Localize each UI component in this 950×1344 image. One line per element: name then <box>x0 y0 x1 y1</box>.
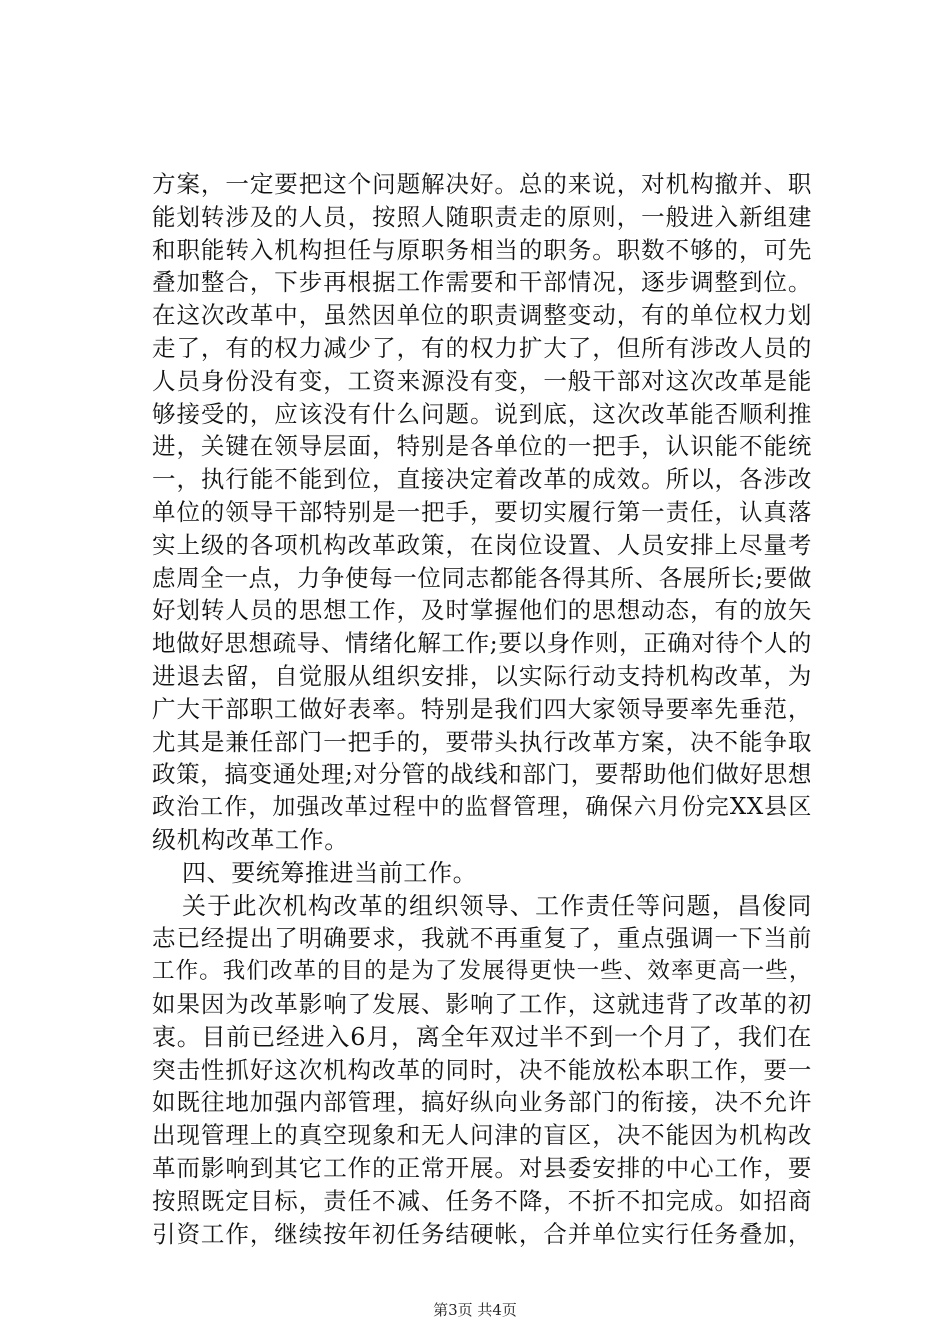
text-line: 政策，搞变通处理;对分管的战线和部门，要帮助他们做好思想 <box>152 760 812 789</box>
text-line: 出现管理上的真空现象和无人问津的盲区，决不能因为机构改 <box>152 1121 812 1150</box>
text-line: 进退去留，自觉服从组织安排，以实际行动支持机构改革，为 <box>152 661 812 690</box>
text-line: 突击性抓好这次机构改革的同时，决不能放松本职工作，要一 <box>152 1055 812 1084</box>
text-line: 关于此次机构改革的组织领导、工作责任等问题，昌俊同 <box>182 891 812 920</box>
text-line: 虑周全一点，力争使每一位同志都能各得其所、各展所长;要做 <box>152 563 812 592</box>
text-line: 工作。我们改革的目的是为了发展得更快一些、效率更高一些， <box>152 958 812 985</box>
text-line: 级机构改革工作。 <box>152 825 349 854</box>
text-line: 实上级的各项机构改革政策，在岗位设置、人员安排上尽量考 <box>152 530 812 559</box>
text-line: 单位的领导干部特别是一把手，要切实履行第一责任，认真落 <box>152 497 812 526</box>
text-line: 人员身份没有变，工资来源没有变，一般干部对这次改革是能 <box>152 366 812 395</box>
text-line: 好划转人员的思想工作，及时掌握他们的思想动态，有的放矢 <box>152 596 812 625</box>
text-line: 尤其是兼任部门一把手的，要带头执行改革方案，决不能争取 <box>152 727 812 756</box>
text-line: 一，执行能不能到位，直接决定着改革的成效。所以，各涉改 <box>152 465 812 494</box>
text-line: 按照既定目标，责任不减、任务不降，不折不扣完成。如招商 <box>152 1186 812 1215</box>
text-line: 衷。目前已经进入6月，离全年双过半不到一个月了，我们在 <box>152 1022 812 1051</box>
text-line: 政治工作，加强改革过程中的监督管理，确保六月份完XX县区 <box>152 794 812 821</box>
text-line: 在这次改革中，虽然因单位的职责调整变动，有的单位权力划 <box>152 301 812 330</box>
document-body <box>152 168 812 1250</box>
text-line: 革而影响到其它工作的正常开展。对县委安排的中心工作，要 <box>152 1153 812 1182</box>
text-line: 四、要统筹推进当前工作。 <box>182 858 478 887</box>
text-line: 和职能转入机构担任与原职务相当的职务。职数不够的，可先 <box>152 235 812 264</box>
text-line: 引资工作，继续按年初任务结硬帐，合并单位实行任务叠加， <box>152 1219 812 1248</box>
text-line: 够接受的，应该没有什么问题。说到底，这次改革能否顺利推 <box>152 399 812 428</box>
text-line: 如果因为改革影响了发展、影响了工作，这就违背了改革的初 <box>152 989 812 1018</box>
text-line: 叠加整合，下步再根据工作需要和干部情况，逐步调整到位。 <box>152 268 812 297</box>
text-line: 走了，有的权力减少了，有的权力扩大了，但所有涉改人员的 <box>152 333 812 362</box>
page-footer: 第3页 共4页 <box>433 1301 517 1319</box>
text-line: 志已经提出了明确要求，我就不再重复了，重点强调一下当前 <box>152 924 812 953</box>
text-line: 如既往地加强内部管理，搞好纵向业务部门的衔接，决不允许 <box>152 1088 812 1117</box>
text-line: 能划转涉及的人员，按照人随职责走的原则，一般进入新组建 <box>152 202 812 231</box>
text-line: 方案，一定要把这个问题解决好。总的来说，对机构撤并、职 <box>152 170 812 198</box>
text-line: 地做好思想疏导、情绪化解工作;要以身作则，正确对待个人的 <box>152 629 812 658</box>
text-line: 进，关键在领导层面，特别是各单位的一把手，认识能不能统 <box>152 432 812 461</box>
text-line: 广大干部职工做好表率。特别是我们四大家领导要率先垂范， <box>152 694 812 723</box>
